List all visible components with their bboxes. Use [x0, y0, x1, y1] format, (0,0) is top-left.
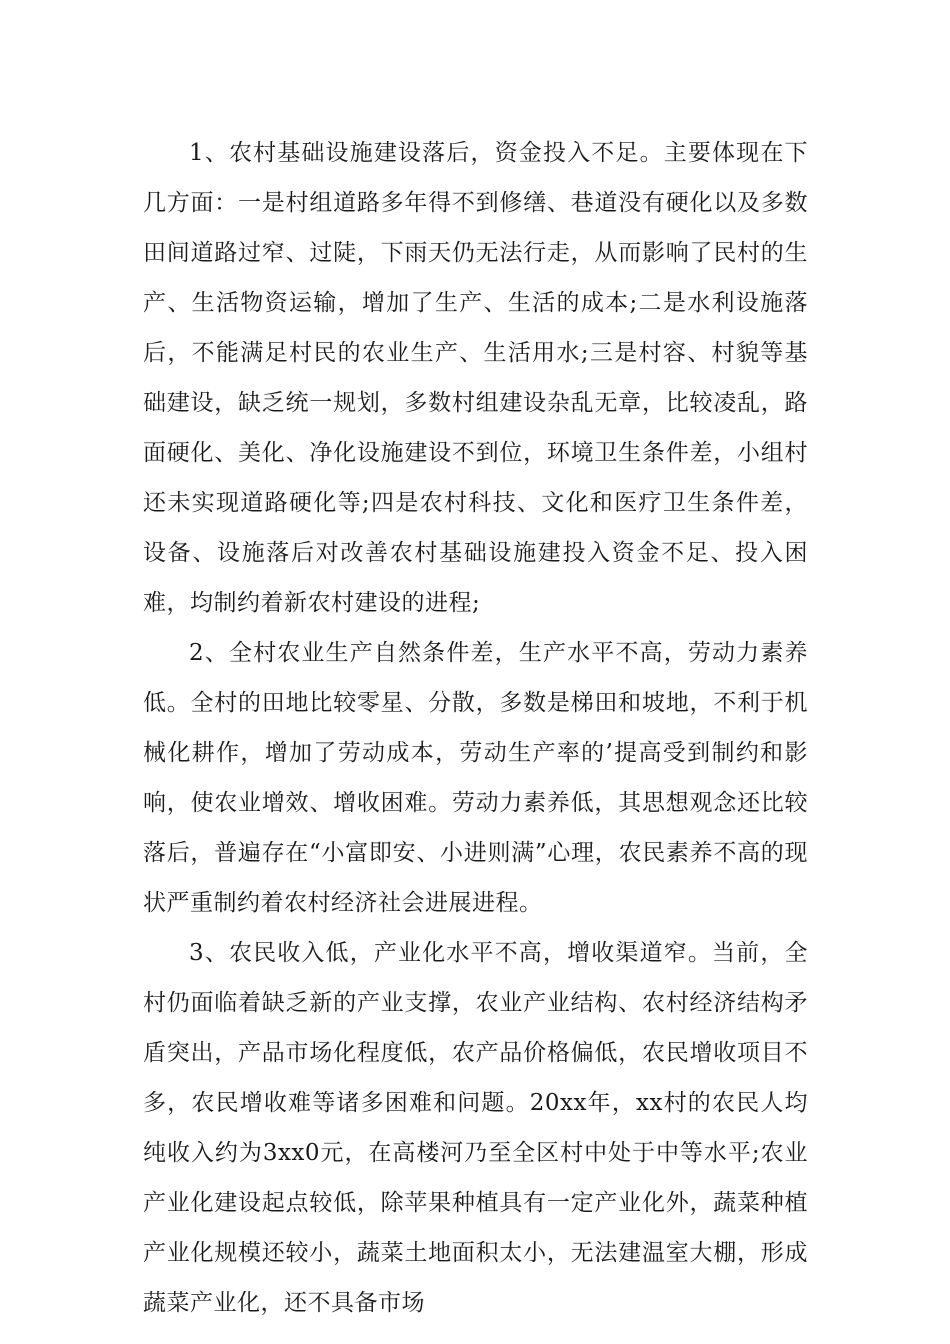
paragraph-3: 3、农民收入低，产业化水平不高，增收渠道窄。当前，全村仍面临着缺乏新的产业支撑，农业产业结构、农村经济结构矛盾突出，产品市场化程度低，农产品价格偏低，农民增收项目不多，农民增收难等诸多困难和问题。20xx年，xx村的农民人均纯收入约为3xx0元，在高楼河乃至全区村中处于中等水平;农业产业化建设起点较低，除苹果种植具有一定产业化外，蔬菜种植产业化规模还较小，蔬菜土地面积太小，无法建温室大棚，形成蔬菜产业化，还不具备市场 — [143, 940, 808, 1316]
document-body — [143, 128, 808, 1328]
paragraph-2: 2、全村农业生产自然条件差，生产水平不高，劳动力素养低。全村的田地比较零星、分散，多数是梯田和坡地，不利于机械化耕作，增加了劳动成本，劳动生产率的’提高受到制约和影响，使农业增效、增收困难。劳动力素养低，其思想观念还比较落后，普遍存在“小富即安、小进则满”心理，农民素养不高的现状严重制约着农村经济社会进展进程。 — [143, 640, 808, 916]
paragraph-1: 1、农村基础设施建设落后，资金投入不足。主要体现在下几方面：一是村组道路多年得不到修缮、巷道没有硬化以及多数田间道路过窄、过陡，下雨天仍无法行走，从而影响了民村的生产、生活物资运输，增加了生产、生活的成本;二是水利设施落后，不能满足村民的农业生产、生活用水;三是村容、村貌等基础建设，缺乏统一规划，多数村组建设杂乱无章，比较凌乱，路面硬化、美化、净化设施建设不到位，环境卫生条件差，小组村还未实现道路硬化等;四是农村科技、文化和医疗卫生条件差，设备、设施落后对改善农村基础设施建投入资金不足、投入困难，均制约着新农村建设的进程; — [143, 140, 808, 616]
